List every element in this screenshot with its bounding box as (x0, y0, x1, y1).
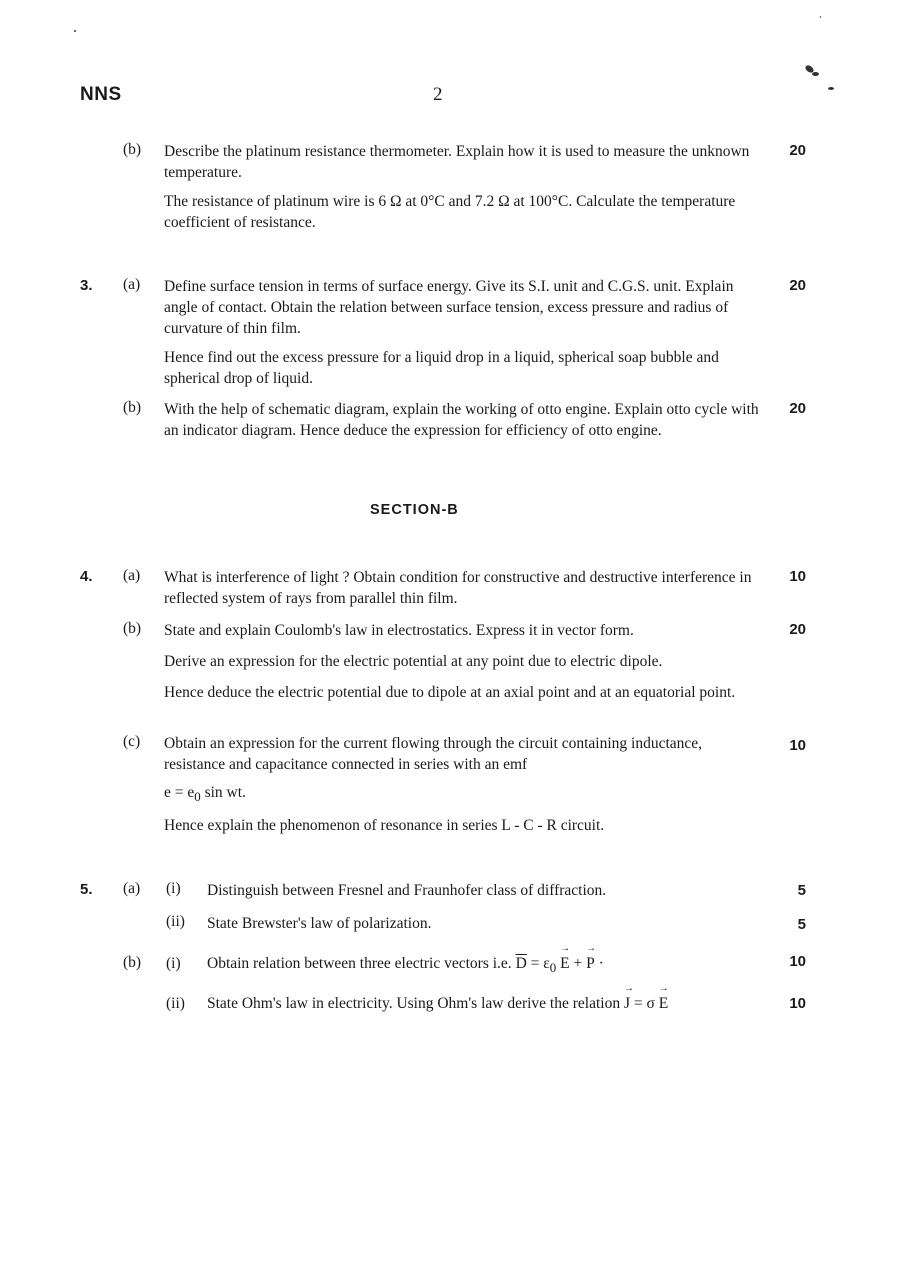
q4a-label: (a) (123, 567, 141, 584)
emf-equation-rhs: sin wt. (200, 784, 246, 801)
q5aii-marks: 5 (797, 916, 806, 933)
q4a-text: What is interference of light ? Obtain condition for constructive and destructive interference in reflected system of rays from parallel thin film. (164, 569, 752, 607)
q5aii-text: State Brewster's law of polarization. (207, 915, 432, 932)
q5bi-label: (i) (166, 955, 181, 972)
vector-p: → P (586, 955, 595, 973)
q4c-marks: 10 (789, 737, 806, 754)
q5bi-text-prefix: Obtain relation between three electric vectors i.e. (207, 955, 516, 972)
q5bi-marks: 10 (789, 953, 806, 970)
q5bi-text (207, 955, 604, 976)
section-b-heading: SECTION-B (370, 502, 459, 518)
vector-j: → J (624, 995, 630, 1013)
q3a-text-1: Define surface tension in terms of surface energy. Give its S.I. unit and C.G.S. unit. Explain angle of contact. Obtain the relation between surface tension, excess pressure and radius of curvature of thin film. (164, 278, 734, 337)
q4b-text-3: Hence deduce the electric potential due to dipole at an axial point and at an equatorial point. (164, 684, 736, 701)
scan-speck (820, 16, 821, 18)
q5ai-marks: 5 (797, 882, 806, 899)
q4a-marks: 10 (789, 568, 806, 585)
page-number: 2 (433, 84, 443, 105)
q4b-text-2: Derive an expression for the electric potential at any point due to electric dipole. (164, 653, 663, 670)
q4c-label: (c) (123, 733, 141, 750)
q5bii-text (207, 995, 668, 1013)
q2b-marks: 20 (789, 142, 806, 159)
scan-speck (74, 30, 76, 32)
q3b-marks: 20 (789, 400, 806, 417)
vector-e2: → E (659, 995, 668, 1013)
q4c-text-2: Hence explain the phenomenon of resonance in series L - C - R circuit. (164, 817, 605, 834)
equals-sign: = (526, 955, 544, 972)
plus-sign: + (569, 955, 587, 972)
q5a-label: (a) (123, 880, 141, 897)
epsilon-subscript: 0 (549, 960, 557, 976)
q5aii-label: (ii) (166, 913, 185, 930)
q2b-text-1: Describe the platinum resistance thermometer. Explain how it is used to measure the unknown temperature. (164, 143, 750, 181)
q4b-text-1: State and explain Coulomb's law in electrostatics. Express it in vector form. (164, 622, 634, 639)
paper-code: NNS (80, 84, 122, 105)
q3b-label: (b) (123, 399, 142, 416)
emf-equation-lhs: e = e (164, 784, 195, 801)
q5ai-text: Distinguish between Fresnel and Fraunhofer class of diffraction. (207, 882, 607, 899)
emf-equation (164, 784, 246, 805)
q2b-label: (b) (123, 141, 142, 158)
q2b-text-2: The resistance of platinum wire is 6 Ω at 0°C and 7.2 Ω at 100°C. Calculate the temperature coefficient of resistance. (164, 193, 736, 231)
q3a-label: (a) (123, 276, 141, 293)
q4b-label: (b) (123, 620, 142, 637)
q5bii-marks: 10 (789, 995, 806, 1012)
vector-e: → E (560, 955, 569, 973)
epsilon-symbol: ε (543, 955, 550, 972)
q3b-text: With the help of schematic diagram, explain the working of otto engine. Explain otto cycle with an indicator diagram. Hence deduce the expression for efficiency of otto engine. (164, 401, 759, 439)
q4b-marks: 20 (789, 621, 806, 638)
scan-speck (828, 87, 834, 90)
q5bii-label: (ii) (166, 995, 185, 1012)
vector-d: $\overline{D}$ (515, 955, 527, 972)
q5bii-text-prefix: State Ohm's law in electricity. Using Ohm's law derive the relation (207, 995, 624, 1012)
scan-speck (812, 72, 819, 76)
q4-number: 4. (80, 568, 93, 585)
dot-symbol: · (594, 955, 604, 972)
sigma-equals: = σ (630, 995, 659, 1012)
q3-number: 3. (80, 277, 93, 294)
q5ai-label: (i) (166, 880, 181, 897)
q5b-label: (b) (123, 954, 142, 971)
q3a-marks: 20 (789, 277, 806, 294)
q5-number: 5. (80, 881, 93, 898)
q4c-text-1: Obtain an expression for the current flowing through the circuit containing inductance, resistance and capacitance connected in series with an emf (164, 735, 703, 773)
emf-equation-subscript: 0 (194, 789, 201, 805)
q3a-text-2: Hence find out the excess pressure for a liquid drop in a liquid, spherical soap bubble and spherical drop of liquid. (164, 349, 719, 387)
